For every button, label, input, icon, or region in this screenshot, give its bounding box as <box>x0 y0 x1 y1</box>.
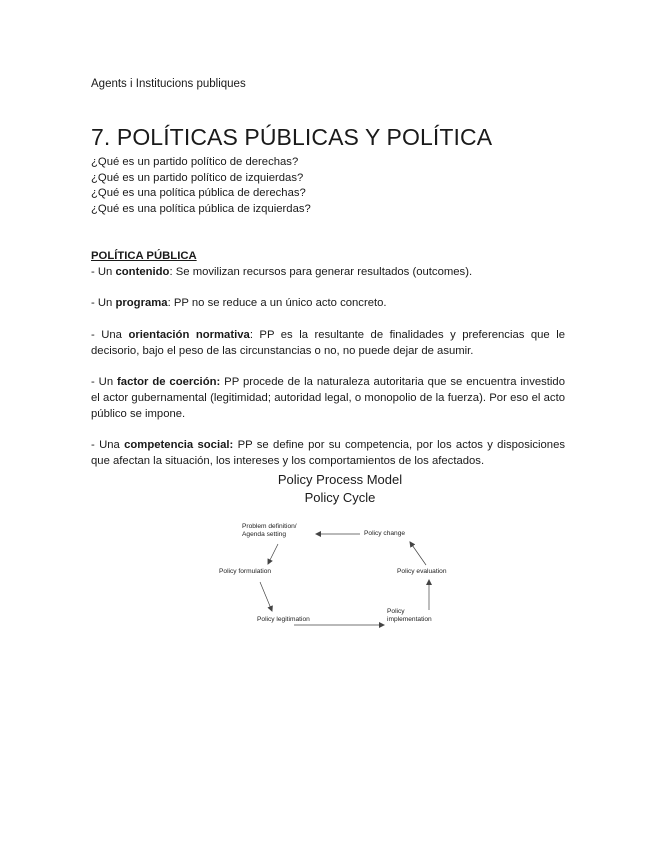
figure-title: Policy Process Model <box>277 472 403 487</box>
node-label: Problem definition/ <box>242 523 297 530</box>
node-label: Agenda setting <box>242 531 286 538</box>
item-text: : Se movilizan recursos para generar resultados (outcomes). <box>169 266 473 278</box>
item-prefix: - Un <box>91 376 118 388</box>
question-item: ¿Qué es una política pública de derechas? <box>91 187 306 200</box>
question-item: ¿Qué es una política pública de izquierdas? <box>91 202 311 215</box>
item-term: programa <box>115 297 168 309</box>
cycle-arrows <box>200 470 460 630</box>
item-term: factor de coerción: <box>117 376 221 388</box>
question-item: ¿Qué es un partido político de izquierdas? <box>91 171 304 184</box>
arrow-problem-to-formulation <box>268 544 278 564</box>
node-label: Policy <box>387 608 405 615</box>
item-prefix: - Un <box>91 266 116 278</box>
item-prefix: - Un <box>91 297 116 309</box>
node-policy-formulation: Policy formulation <box>219 568 272 575</box>
node-policy-legitimation: Policy legitimation <box>257 616 310 623</box>
page-header: Agents i Institucions publiques <box>91 78 246 90</box>
definition-item-contenido <box>91 265 565 281</box>
definition-item-coercion <box>91 375 565 422</box>
section-heading: POLÍTICA PÚBLICA <box>91 250 197 262</box>
item-term: competencia social: <box>124 439 234 451</box>
item-prefix: - Una <box>91 439 125 451</box>
arrow-formulation-to-legitimation <box>260 582 272 611</box>
policy-cycle-diagram <box>200 470 460 630</box>
arrow-evaluation-to-change <box>410 542 426 565</box>
item-text: PP se define por su competencia, por los actos y disposiciones que afectan la situación, los intereses y los comportamientos de los afectados. <box>91 439 566 467</box>
question-item: ¿Qué es un partido político de derechas? <box>91 156 299 168</box>
item-term: orientación normativa <box>128 329 250 341</box>
node-policy-evaluation: Policy evaluation <box>397 568 447 575</box>
question-list <box>91 155 311 217</box>
page-title: 7. POLÍTICAS PÚBLICAS Y POLÍTICA <box>91 124 493 150</box>
figure-subtitle: Policy Cycle <box>304 490 376 505</box>
item-prefix: - Una <box>91 329 129 341</box>
node-policy-change: Policy change <box>364 530 406 537</box>
item-text: PP procede de la naturaleza autoritaria que se encuentra investido el actor gubernamental (legitimidad; autoridad legal, o monopolio de la fuerza). Por eso el acto público se impone. <box>91 376 565 420</box>
definition-item-competencia <box>91 438 565 470</box>
definition-item-orientacion <box>91 328 565 360</box>
item-text: : PP no se reduce a un único acto concreto. <box>167 297 387 309</box>
node-label: implementation <box>387 616 432 623</box>
item-text: : PP es la resultante de finalidades y preferencias que le decisorio, bajo el peso de las circunstancias o no, no puede dejar de asumir. <box>91 329 565 357</box>
definition-item-programa <box>91 296 565 312</box>
item-term: contenido <box>115 266 170 278</box>
